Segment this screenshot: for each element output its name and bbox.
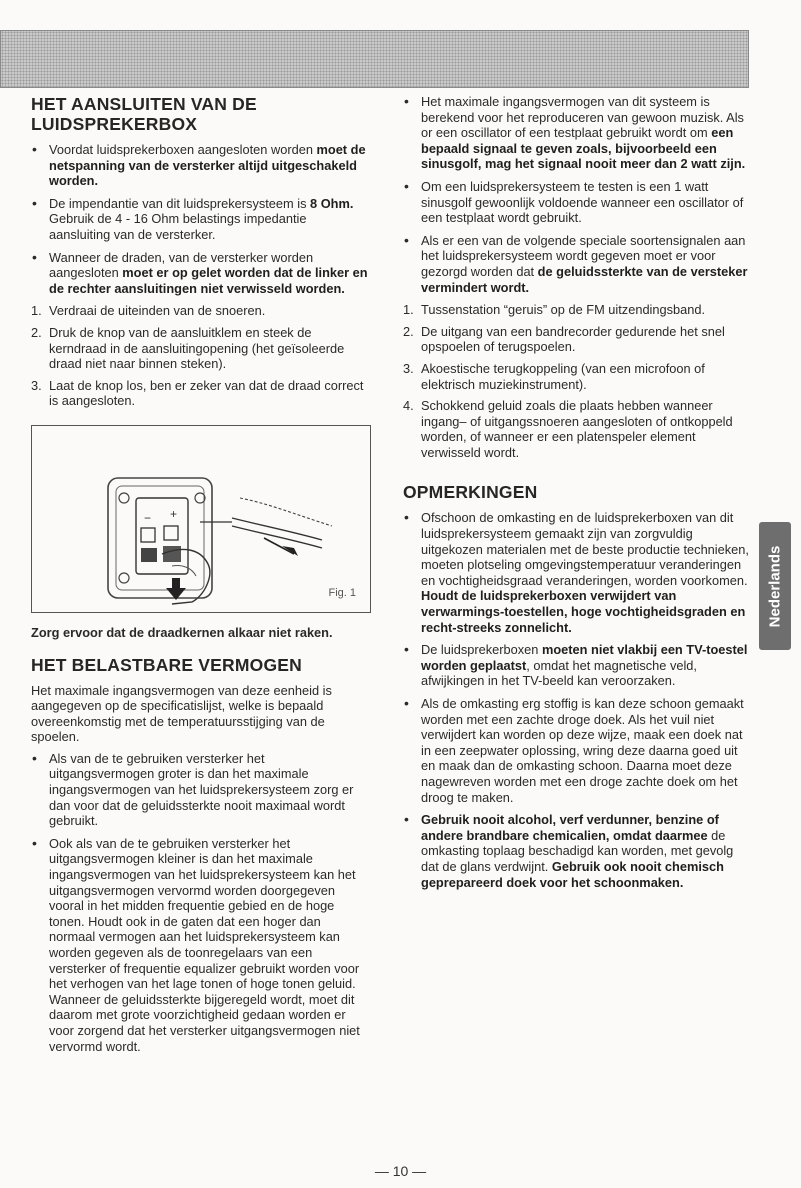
list-item: • Wanneer de draden, van de versterker worden aangesloten moet er op gelet worden dat de linker en de rechter aansluitingen niet verwisseld worden. [31,250,369,297]
signal-steps [403,302,750,460]
connection-bullets [31,142,369,296]
figure-caption: Zorg ervoor dat de draadkernen alkaar niet raken. [31,624,333,640]
heading-opmerkingen: OPMERKINGEN [403,482,538,503]
list-item: • De luidsprekerboxen moeten niet vlakbij een TV-toestel worden geplaatst, omdat het magnetische veld, afwijkingen in het TV-beeld kan veroorzaken. [403,642,750,689]
list-item: • Gebruik nooit alcohol, verf verdunner, benzine of andere brandbare chemicalien, omdat daarmee de omkasting toplaag beschadigd kan worden, met gevolg dat de glans verdwijnt. Gebruik ook nooit chemisch geprepareerd doek voor het schoonmaken. [403,812,750,890]
terminal-illustration [32,426,370,612]
list-item: • Het maximale ingangsvermogen van dit systeem is berekend voor het reproduceren van gewoon muzisk. Als or een oscillator of een testplaat gebruikt wordt om een bepaald signaal te geven zoals, bijvoorbeeld een sinusgolf, mag het signaal nooit meer dan 2 watt zijn. [403,94,750,172]
notes-bullets [403,510,750,890]
signal-bullets [403,94,750,295]
list-item: • De impendantie van dit luidsprekersysteem is 8 Ohm. Gebruik de 4 - 16 Ohm belastings impedantie aansluiting van de versterker. [31,196,369,243]
figure-label: Fig. 1 [328,587,356,600]
list-item: 2. Druk de knop van de aansluitklem en steek de kerndraad in de aansluitingopening (het geïsoleerde draad niet naar binnen steken). [31,324,345,372]
list-item: 3. Laat de knop los, ben er zeker van dat de draad correct is aangesloten. [31,377,364,409]
left-column [31,94,369,1061]
svg-text:−: − [144,510,152,525]
heading-belastbare: HET BELASTBARE VERMOGEN [31,654,303,675]
list-item: • Ofschoon de omkasting en de luidsprekerboxen van dit luidsprekersysteem gemaakt zijn van zorgvuldig uitgekozen materialen met de beste productie technieken, moeten plotseling omgevingstemperatuur veranderingen en vochtigheidsgraad veranderingen, worden voorkomen. Houdt de luidsprekerboxen verwijdert van verwarmings-toestellen, hoge vochtigheidsgraden en recht-streeks zonnelicht. [403,510,750,635]
list-item: 2. De uitgang van een bandrecorder gedurende het snel opspoelen of terugspoelen. [403,323,725,355]
heading-aansluiten: HET AANSLUITEN VAN DE LUIDSPREKERBOX [31,94,257,134]
list-item: 1. Tussenstation “geruis” op de FM uitzendingsband. [403,302,706,318]
power-bullets [31,751,369,1054]
list-item: 4. Schokkend geluid zoals die plaats hebben wanneer ingang– of uitgangssnoeren aangesloten of ontkoppeld worden, of wanneer er een platenspeler element verwisseld wordt. [403,398,733,460]
connection-steps [31,303,369,409]
right-column [403,94,750,897]
language-side-tab [759,522,791,650]
list-item: • Als van de te gebruiken versterker het uitgangsvermogen groter is dan het maximale ingangsvermogen van het luidsprekersysteem zorg er dan voor dat de geluidssterkte nooit maximaal wordt gebruikt. [31,751,369,829]
list-item: • Voordat luidsprekerboxen aangesloten worden moet de netspanning van de versterker altijd uitgeschakeld worden. [31,142,369,189]
figure-terminal [31,425,371,613]
side-tab-label: Nederlands [766,545,784,627]
list-item: • Als de omkasting erg stoffig is kan deze schoon gemaakt worden met een zachte droge doek. Als het vuil niet verwijdert kan worden op deze wijze, maak een doek nat in een zeepwater oplossing, wring deze daarna goed uit en maak dan de omkasting schoon. Daarna moet deze nagewreven worden met een droge zachte doek om het droog te maken. [403,696,750,805]
list-item: 3. Akoestische terugkoppeling (van een microfoon of elektrisch muziekinstrument). [403,360,705,392]
intro-paragraph: Het maximale ingangsvermogen van deze eenheid is aangegeven op de specificatislijst, welke is bepaald overeenkomstig met de temperatuursstijging van de spoelen. [31,682,332,745]
list-item: • Als er een van de volgende speciale soortensignalen aan het luidsprekersysteem wordt gegeven moet er voor gezorgd worden dat de geluidssterkte van de versteker vermindert wordt. [403,233,750,295]
list-item: • Om een luidsprekersysteem te testen is een 1 watt sinusgolf gewoonlijk voldoende wanneer een oscillator of een testplaat wordt gebruikt. [403,179,750,226]
svg-text:+: + [170,506,178,521]
list-item: 1. Verdraai de uiteinden van de snoeren. [31,303,266,319]
header-banner [0,30,749,88]
list-item: • Ook als van de te gebruiken versterker het uitgangsvermogen kleiner is dan het maximale ingangsvermogen van het luidsprekersysteem kan het uitgangsvermogen vervormd worden doorgegeven vooral in het midden frequentie gebied en de hoge tonen. Houdt ook in de gaten dat een hoger dan normaal vermogen aan het luidsprekersysteem kan worden gegeven als de toonregelaars van een versterker of frequentie equalizer gebruikt worden voor het verhogen van het lage tonen of hoge tonen geluid. Wanneer de geluidssterkte bijgeregeld wordt, moet dit daarom met grote voorzichtigheid gedaan worden er voor zorgend dat het versterker uitgangsvermogen niet vervormd wordt. [31,836,369,1054]
page-number: — 10 — [374,1163,427,1179]
